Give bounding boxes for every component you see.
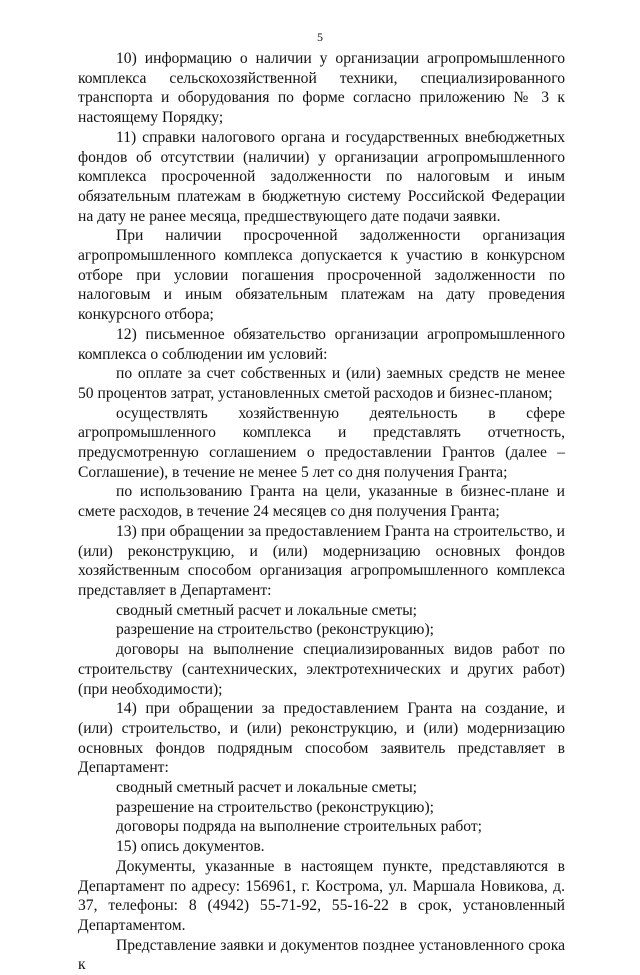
paragraph: договоры подряда на выполнение строительных работ; bbox=[116, 818, 483, 836]
paragraph: Документы, указанные в настоящем пункте, представляются в Департамент по адресу: 156961, г. Кострома, ул. Маршала Новикова, д. 37, телефоны: 8 (4942) 55-71-92, 55-16-22 в срок, установленный Департаментом. bbox=[78, 857, 565, 934]
document-body bbox=[78, 49, 565, 975]
page-number: 5 bbox=[317, 30, 323, 44]
paragraph: договоры на выполнение специализированных видов работ по строительству (сантехнических, электротехнических и других работ) (при необходимости); bbox=[78, 641, 565, 698]
paragraph: 10) информацию о наличии у организации агропромышленного комплекса сельскохозяйственной техники, специализированного транспорта и оборудования по форме согласно приложению № 3 к настоящему Порядку; bbox=[78, 50, 565, 127]
paragraph: сводный сметный расчет и локальные сметы; bbox=[116, 779, 418, 797]
paragraph: разрешение на строительство (реконструкцию); bbox=[116, 798, 434, 816]
paragraph: Представление заявки и документов позднее установленного срока к bbox=[78, 936, 565, 974]
paragraph: осуществлять хозяйственную деятельность в сфере агропромышленного комплекса и представлять отчетность, предусмотренную соглашением о предоставлении Грантов (далее – Соглашение), в течение не менее 5 лет со дня получения Гранта; bbox=[78, 404, 565, 481]
paragraph: по использованию Гранта на цели, указанные в бизнес-плане и смете расходов, в течение 24 месяцев со дня получения Гранта; bbox=[78, 483, 565, 521]
paragraph: разрешение на строительство (реконструкцию); bbox=[116, 621, 434, 639]
paragraph: 15) опись документов. bbox=[116, 838, 265, 856]
paragraph: 14) при обращении за предоставлением Гранта на создание, и (или) строительство, и (или) реконструкцию, и (или) модернизацию основных фондов подрядным способом заявитель представляет в Департамент: bbox=[78, 700, 565, 777]
paragraph: сводный сметный расчет и локальные сметы; bbox=[116, 601, 418, 619]
paragraph: 11) справки налогового органа и государственных внебюджетных фондов об отсутствии (наличии) у организации агропромышленного комплекса просроченной задолженности по налоговым и иным обязательным платежам в бюджетную систему Российской Федерации на дату не ранее месяца, предшествующего дате подачи заявки. bbox=[78, 128, 565, 225]
paragraph: 12) письменное обязательство организации агропромышленного комплекса о соблюдении им условий: bbox=[78, 325, 565, 363]
paragraph: 13) при обращении за предоставлением Гранта на строительство, и (или) реконструкцию, и (или) модернизацию основных фондов хозяйственным способом организация агропромышленного комплекса представляет в Департамент: bbox=[78, 522, 565, 599]
paragraph: При наличии просроченной задолженности организация агропромышленного комплекса допускается к участию в конкурсном отборе при условии погашения просроченной задолженности по налоговым и иным обязательным платежам на дату проведения конкурсного отбора; bbox=[78, 227, 565, 324]
paragraph: по оплате за счет собственных и (или) заемных средств не менее 50 процентов затрат, установленных сметой расходов и бизнес-планом; bbox=[78, 365, 565, 402]
